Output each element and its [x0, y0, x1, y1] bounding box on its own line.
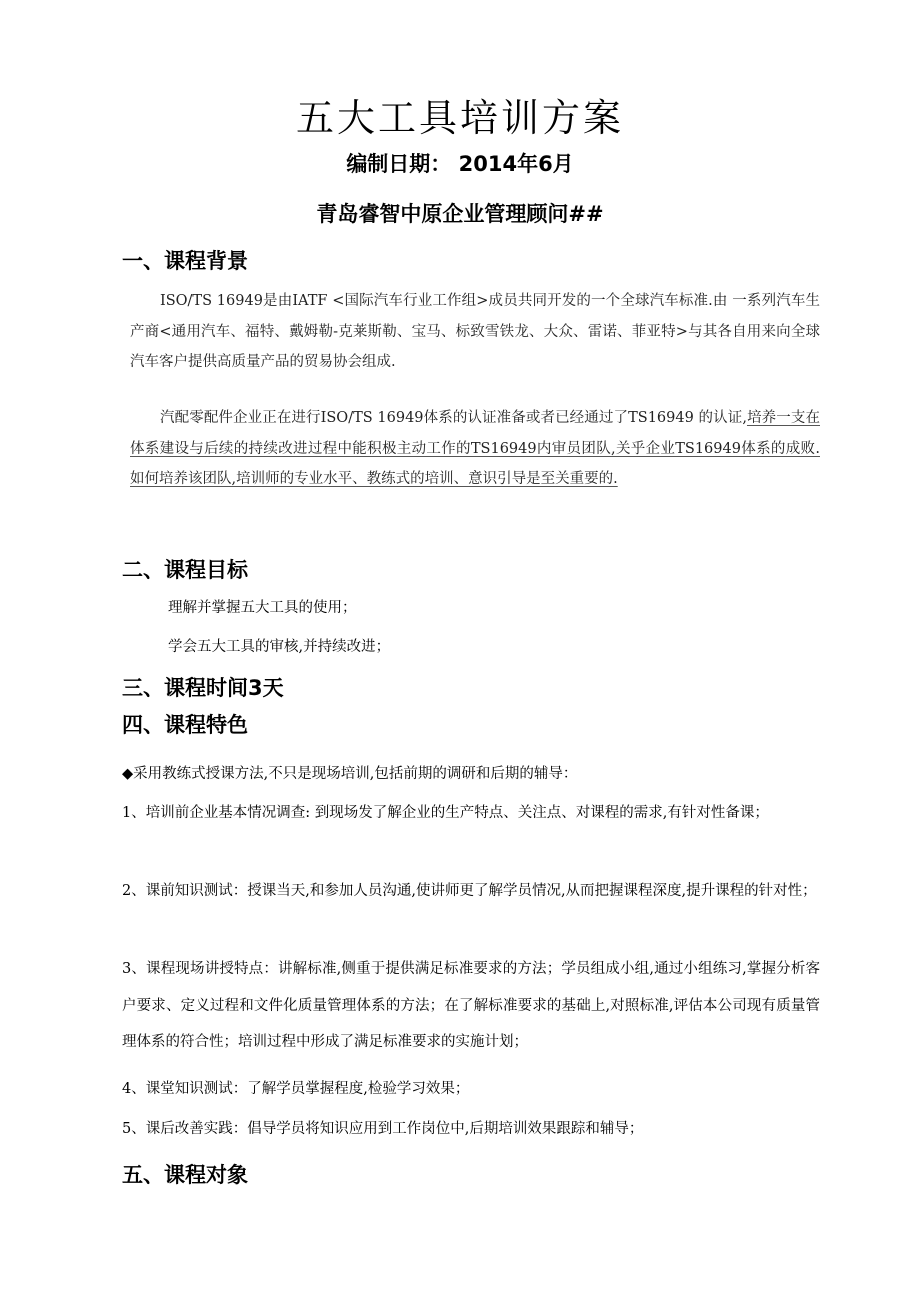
feature-item-2: 2、课前知识测试：授课当天,和参加人员沟通,使讲师更了解学员情况,从而把握课程深度,提升课程的针对性； — [122, 883, 817, 899]
background-paragraph-2-underlined: 培养一支在体系建设与后续的持续改进过程中能积极主动工作的TS16949内审员团队,关乎企业TS16949体系的成败.如何培养该团队,培训师的专业水平、教练式的培训、意识引导是至关重要的. — [130, 410, 820, 487]
feature-intro: ◆采用教练式授课方法,不只是现场培训,包括前期的调研和后期的辅导： — [122, 766, 578, 782]
goal-item-1: 理解并掌握五大工具的使用； — [168, 600, 357, 616]
background-paragraph-2 — [130, 403, 820, 495]
background-paragraph-1: ISO/TS 16949是由IATF <国际汽车行业工作组>成员共同开发的一个全球汽车标准.由 一系列汽车生产商<通用汽车、福特、戴姆勒-克莱斯勒、宝马、标致雪铁龙、大众、雷诺、菲亚特>与其各自用来向全球汽车客户提供高质量产品的贸易协会组成. — [130, 293, 820, 370]
document-title: 五大工具培训方案 — [295, 96, 624, 140]
compile-date: 编制日期： 2014年6月 — [346, 152, 574, 176]
feature-item-1: 1、培训前企业基本情况调查: 到现场发了解企业的生产特点、关注点、对课程的需求,有针对性备课； — [122, 805, 769, 821]
feature-item-4: 4、课堂知识测试：了解学员掌握程度,检验学习效果； — [122, 1081, 470, 1097]
organization-name: 青岛睿智中原企业管理顾问## — [316, 202, 604, 226]
goal-item-2: 学会五大工具的审核,并持续改进； — [168, 639, 391, 655]
feature-item-5: 5、课后改善实践：倡导学员将知识应用到工作岗位中,后期培训效果跟踪和辅导； — [122, 1121, 644, 1137]
heading-audience: 五、课程对象 — [122, 1163, 248, 1187]
heading-duration: 三、课程时间3天 — [122, 676, 284, 700]
heading-goals: 二、课程目标 — [122, 558, 248, 582]
heading-background: 一、课程背景 — [122, 249, 248, 273]
heading-features: 四、课程特色 — [122, 713, 248, 737]
background-paragraph-2-text: 汽配零配件企业正在进行ISO/TS 16949体系的认证准备或者已经通过了TS16949 的认证, — [160, 410, 747, 426]
feature-item-3: 3、课程现场讲授特点：讲解标准,侧重于提供满足标准要求的方法；学员组成小组,通过小组练习,掌握分析客户要求、定义过程和文件化质量管理体系的方法；在了解标准要求的基础上,对照标准,评估本公司现有质量管理体系的符合性；培训过程中形成了满足标准要求的实施计划； — [122, 961, 820, 1050]
